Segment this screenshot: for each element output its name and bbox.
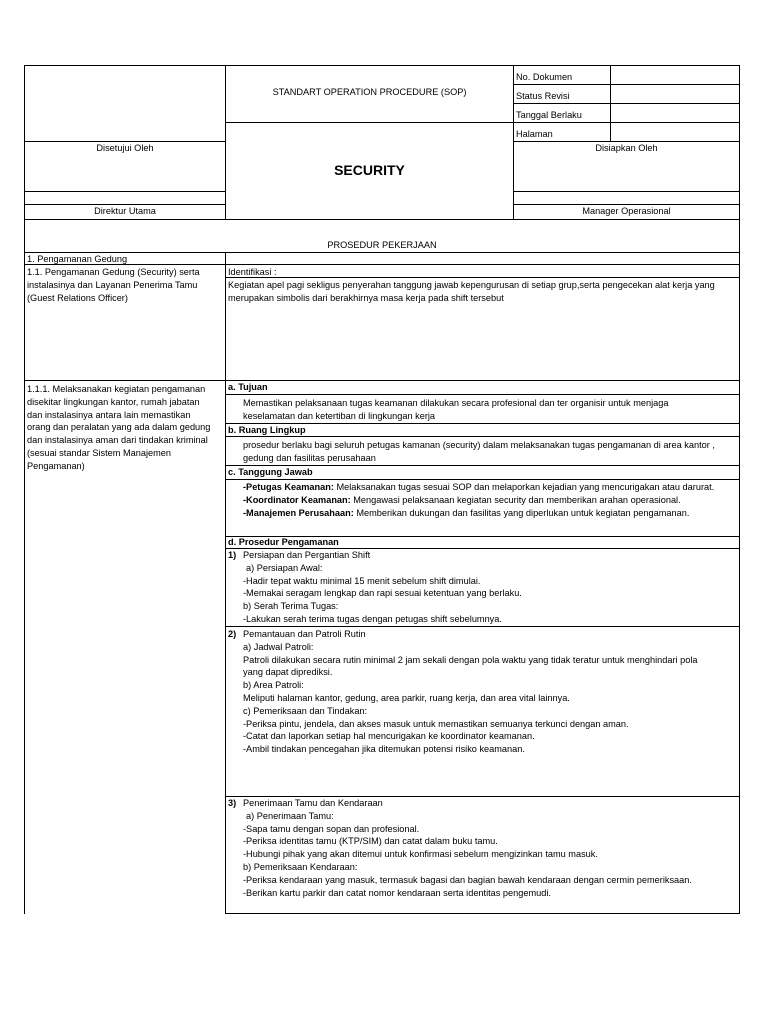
section-heading: 1. Pengamanan Gedung xyxy=(27,254,128,264)
document-title: SECURITY xyxy=(334,162,405,178)
step-number: 2) xyxy=(228,629,237,639)
preparer-role: Manager Operasional xyxy=(582,206,671,216)
divider xyxy=(513,84,740,85)
approver-role: Direktur Utama xyxy=(94,206,156,216)
step-1-block: Persiapan dan Pergantian Shift a) Persiapan Awal: -Hadir tepat waktu minimal 15 menit sebelum shift dimulai. -Memakai seragam lengkap dan rapi sesuai ketentuan yang berlaku. b) Serah Terima Tugas: -Lakukan serah terima tugas dengan petugas shift sebelumnya. xyxy=(243,550,522,624)
identification-text: Kegiatan apel pagi sekligus penyerahan tanggung jawab kepengurusan di setiap grup,serta pengecekan alat kerja yang merupakan simbolis dari berakhirnya masa kerja pada shift tersebut xyxy=(228,280,715,303)
divider xyxy=(225,626,740,627)
divider xyxy=(24,219,740,220)
responsibility-label: c. Tanggung Jawab xyxy=(228,467,313,477)
divider xyxy=(24,380,740,381)
approved-by-label: Disetujui Oleh xyxy=(96,143,154,153)
meta-label-doc-no: No. Dokumen xyxy=(516,72,573,82)
divider xyxy=(225,913,740,914)
divider xyxy=(24,252,740,253)
prepared-by-label: Disiapkan Oleh xyxy=(595,143,658,153)
step-number: 3) xyxy=(228,798,237,808)
divider xyxy=(513,191,740,192)
border-right xyxy=(739,65,740,914)
sop-title: STANDART OPERATION PROCEDURE (SOP) xyxy=(272,87,467,97)
meta-label-effective-date: Tanggal Berlaku xyxy=(516,110,582,120)
divider xyxy=(225,277,740,278)
divider xyxy=(24,191,226,192)
meta-label-page: Halaman xyxy=(516,129,553,139)
divider xyxy=(513,103,740,104)
divider xyxy=(225,252,226,914)
divider xyxy=(24,264,740,265)
procedure-title: PROSEDUR PEKERJAAN xyxy=(327,240,437,250)
identification-label: Identifikasi : xyxy=(228,267,277,277)
border-top xyxy=(24,65,740,66)
divider xyxy=(225,394,740,395)
border-left xyxy=(24,65,25,914)
subsection-1-1: 1.1. Pengamanan Gedung (Security) serta instalasinya dan Layanan Penerima Tamu (Guest Relations Officer) xyxy=(27,267,200,303)
meta-label-revision: Status Revisi xyxy=(516,91,570,101)
purpose-label: a. Tujuan xyxy=(228,382,268,392)
procedure-label: d. Prosedur Pengamanan xyxy=(228,537,339,547)
subsection-1-1-1: 1.1.1. Melaksanakan kegiatan pengamanan disekitar lingkungan kantor, rumah jabatan dan instalasinya antara lain memastikan orang dan peralatan yang ada dalam gedung dan instalasinya aman dari tindakan kriminal (sesuai standar Sistem Manajemen Pengamanan) xyxy=(27,384,211,471)
scope-label: b. Ruang Lingkup xyxy=(228,425,306,435)
scope-text: prosedur berlaku bagi seluruh petugas kamanan (security) dalam melaksanakan tugas pengamanan di area kantor , gedung dan fasilitas perusahaan xyxy=(243,440,715,463)
step-number: 1) xyxy=(228,550,237,560)
step-3-block: Penerimaan Tamu dan Kendaraan a) Penerimaan Tamu: -Sapa tamu dengan sopan dan profesional. -Periksa identitas tamu (KTP/SIM) dan catat dalam buku tamu. -Hubungi pihak yang akan ditemui untuk konfirmasi sebelum mengizinkan tamu masuk. b) Pemeriksaan Kendaraan: -Periksa kendaraan yang masuk, termasuk bagasi dan bagian bawah kendaraan dengan cermin pemeriksaan. -Berikan kartu parkir dan catat nomor kendaraan serta identitas pengemudi. xyxy=(243,798,692,898)
step-2-block: Pemantauan dan Patroli Rutin a) Jadwal Patroli: Patroli dilakukan secara rutin minimal 2 jam sekali dengan pola waktu yang tidak teratur untuk menghindari pola yang dapat diprediksi. b) Area Patroli: Meliputi halaman kantor, gedung, area parkir, ruang kerja, dan area vital lainnya. c) Pemeriksaan dan Tindakan: -Periksa pintu, jendela, dan akses masuk untuk memastikan semuanya terkunci dengan aman. -Catat dan laporkan setiap hal mencurigakan ke koordinator keamanan. -Ambil tindakan pencegahan jika ditemukan potensi risiko keamanan. xyxy=(243,629,698,755)
responsibility-text: -Petugas Keamanan: Melaksanakan tugas sesuai SOP dan melaporkan kejadian yang mencurigakan atau darurat. -Koordinator Keamanan: Mengawasi pelaksanaan kegiatan security dan memberikan arahan operasional. -Manajemen Perusahaan: Memberikan dukungan dan fasilitas yang diperlukan untuk kegiatan pengamanan. xyxy=(243,482,715,518)
divider xyxy=(225,122,740,123)
divider xyxy=(225,479,740,480)
purpose-text: Memastikan pelaksanaan tugas keamanan dilakukan secara profesional dan ter organisir untuk menjaga keselamatan dan ketertiban di lingkungan kerja xyxy=(243,398,669,421)
